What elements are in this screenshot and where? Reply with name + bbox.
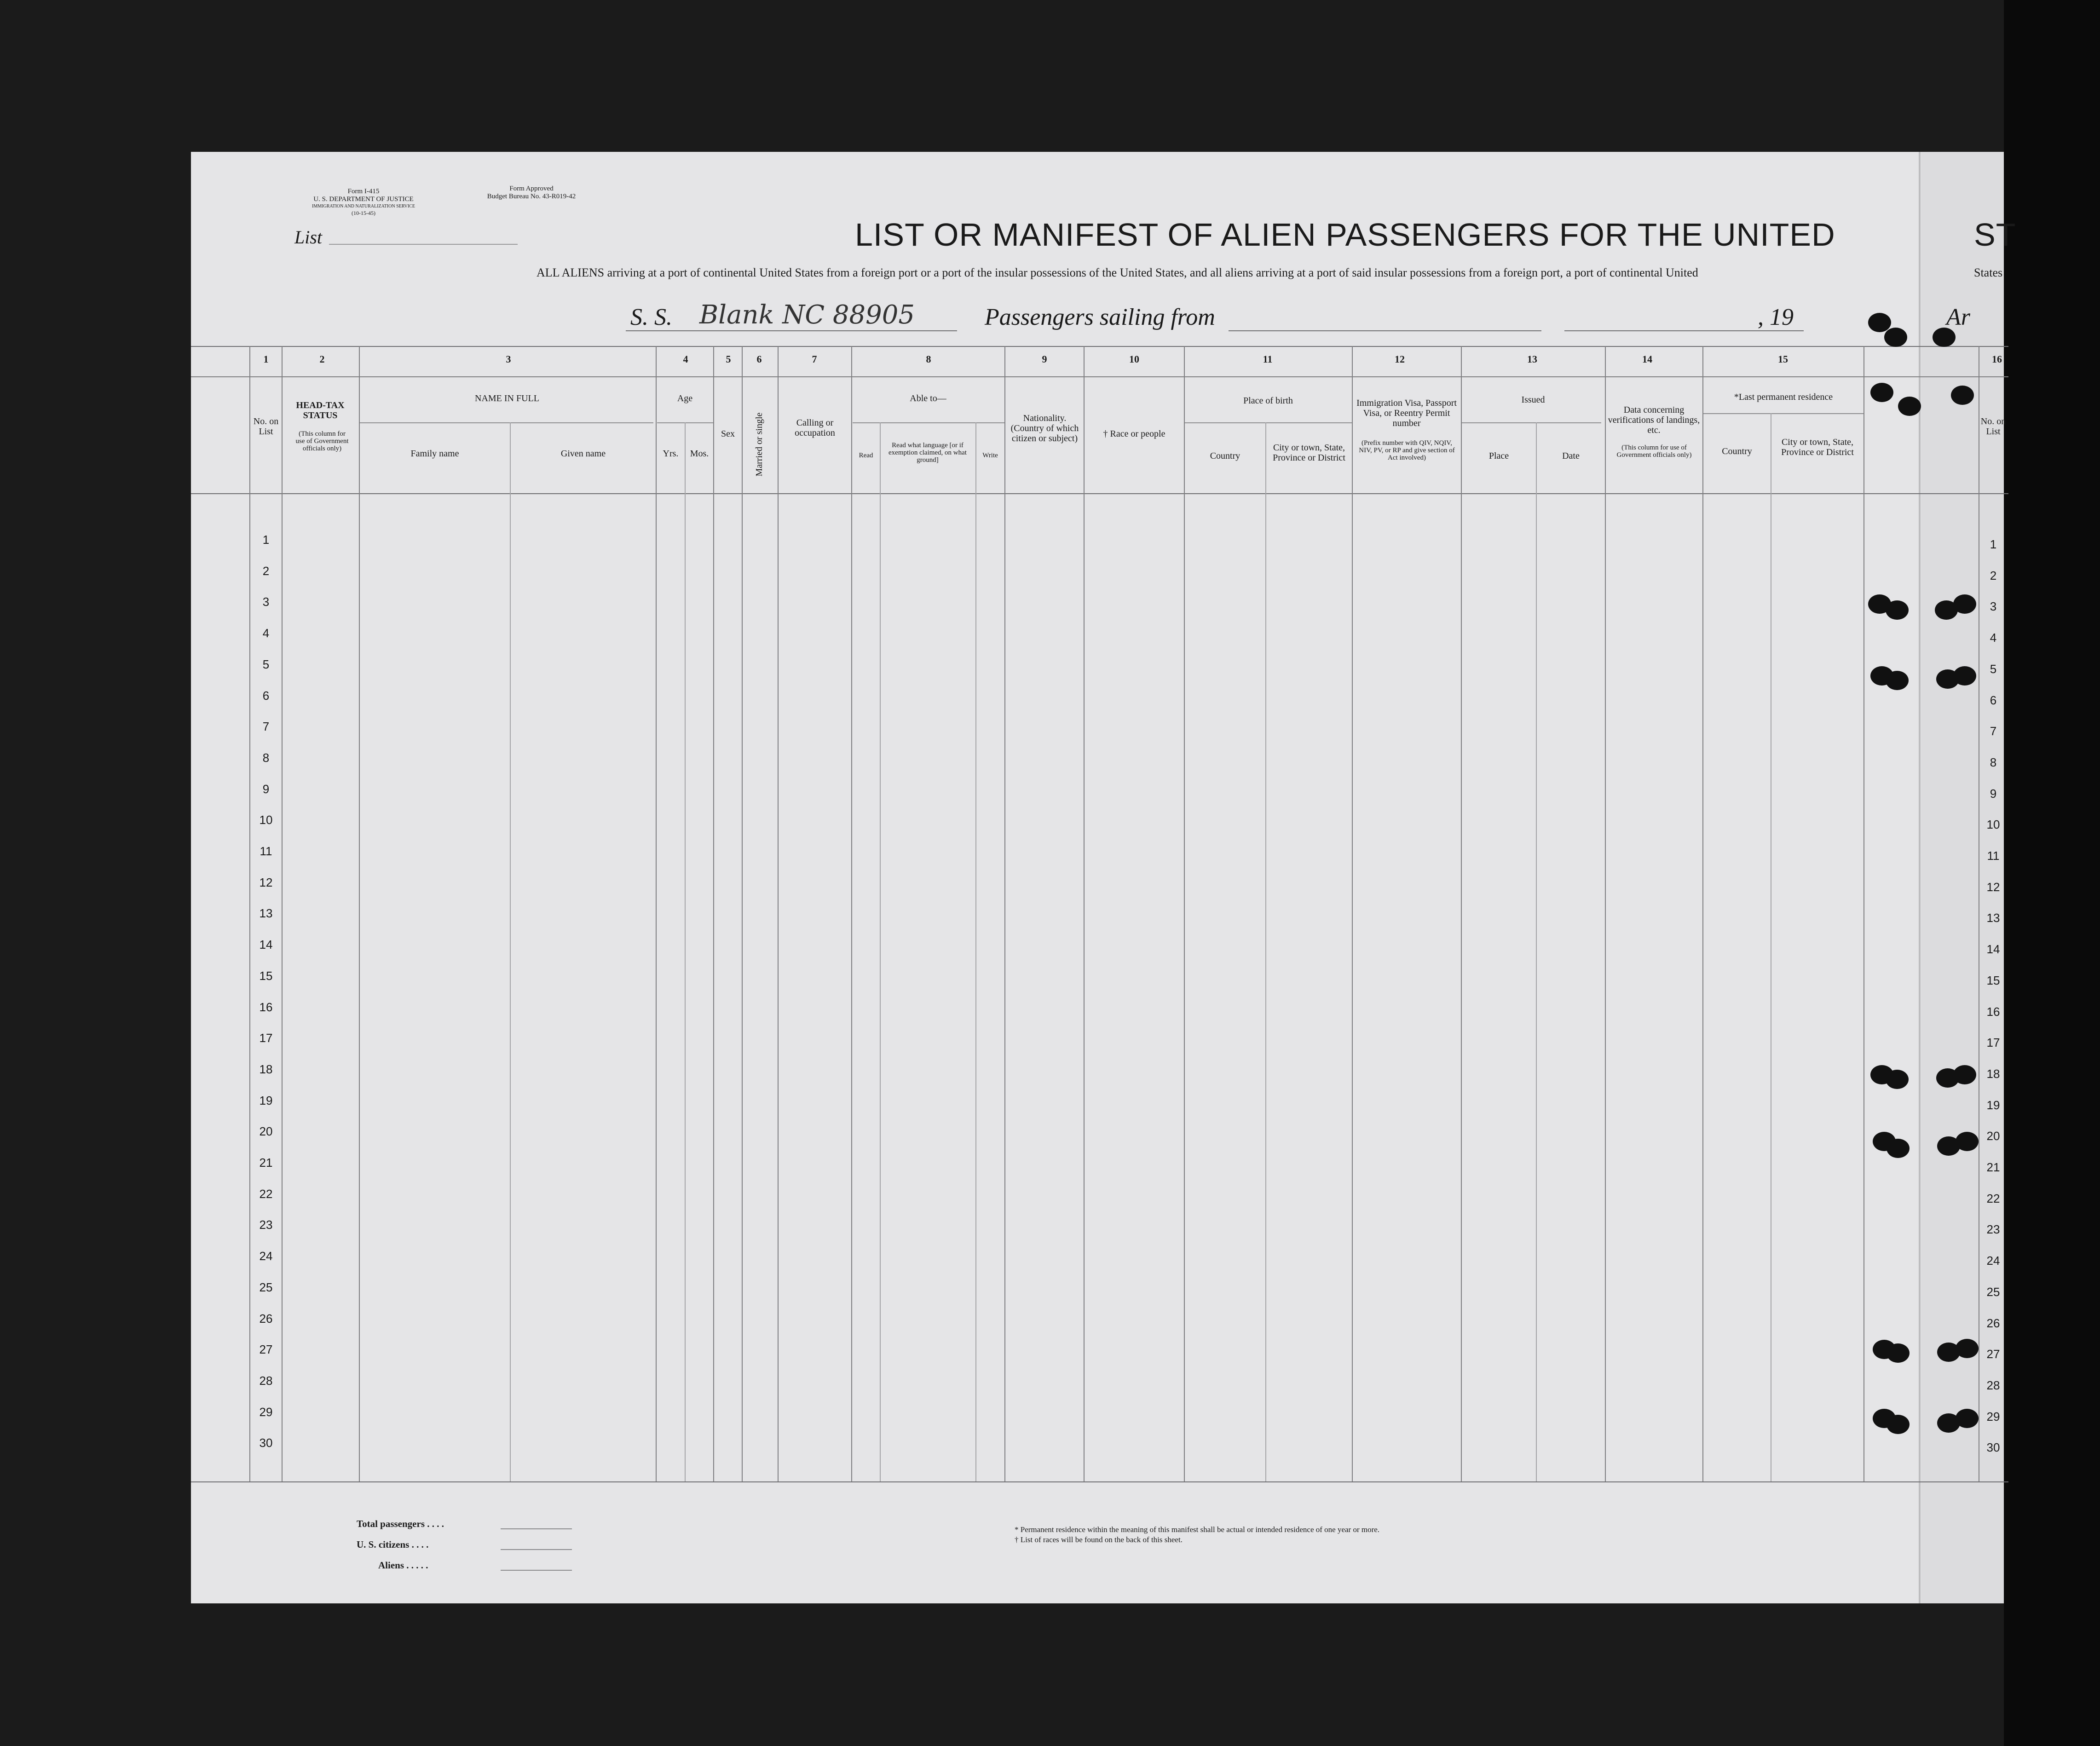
aliens-blank	[501, 1570, 572, 1571]
sailing-from-label: Passengers sailing from	[985, 304, 1215, 330]
row-number-right: 12	[1986, 880, 2000, 894]
row-number-right: 2	[1990, 569, 1997, 582]
manifest-sheet	[191, 152, 2004, 1603]
table-top-rule	[191, 346, 2008, 347]
footnote-races: † List of races will be found on the back of this sheet.	[1015, 1535, 1183, 1544]
header-sex: Sex	[721, 429, 735, 439]
row-number: 6	[262, 689, 270, 703]
header-calling: Calling or occupation	[795, 418, 835, 438]
col-rule	[713, 346, 714, 1481]
header-data-note: (This column for use of Government officials only)	[1616, 444, 1692, 459]
colnum-rule	[191, 376, 2008, 377]
form-approved: Form Approved	[509, 185, 554, 192]
row-number: 11	[260, 844, 272, 858]
column-number: 15	[1778, 353, 1788, 365]
header-age-years: Yrs.	[663, 449, 679, 459]
row-number-right: 22	[1986, 1192, 2000, 1205]
col-rule	[282, 346, 283, 1481]
punch-hole	[1956, 1132, 1979, 1151]
col-rule	[975, 422, 976, 1481]
row-number: 27	[259, 1343, 273, 1356]
header-residence-country: Country	[1722, 446, 1752, 456]
punch-hole	[1887, 1343, 1910, 1363]
column-number: 8	[926, 353, 931, 365]
row-number: 18	[259, 1062, 273, 1076]
column-number: 9	[1042, 353, 1047, 365]
column-number: 3	[506, 353, 511, 365]
row-number: 23	[259, 1218, 273, 1232]
row-number-right: 21	[1986, 1160, 2000, 1174]
row-number-right: 25	[1986, 1285, 2000, 1299]
able-subrule	[853, 422, 1004, 423]
row-number: 5	[262, 657, 270, 671]
issued-subrule	[1461, 422, 1601, 423]
sailing-port-blank	[1229, 330, 1541, 331]
row-number-right: 27	[1986, 1347, 2000, 1361]
list-label: List	[294, 227, 323, 248]
row-number: 12	[259, 876, 273, 889]
col-rule	[1184, 346, 1185, 1481]
row-number-right: 30	[1986, 1441, 2000, 1454]
col-rule	[249, 346, 250, 1481]
column-number: 16	[1992, 353, 2002, 365]
header-race: † Race or people	[1103, 429, 1165, 439]
total-passengers-blank	[501, 1528, 572, 1529]
col-rule	[1004, 346, 1005, 1481]
page-title-continued: ST	[1974, 217, 2016, 253]
column-number: 10	[1129, 353, 1139, 365]
form-number: Form I-415	[347, 188, 380, 195]
header-issued: Issued	[1521, 395, 1545, 405]
punch-hole	[1886, 1070, 1909, 1089]
header-married-single: Married or single	[754, 412, 764, 477]
total-passengers-label: Total passengers . . . .	[357, 1518, 444, 1529]
row-number: 21	[259, 1156, 273, 1170]
col-rule	[778, 346, 779, 1481]
row-number-right: 7	[1990, 724, 1997, 738]
footnote-residence: * Permanent residence within the meaning of this manifest shall be actual or intended residence of one year or more.	[1015, 1525, 1380, 1534]
row-number-right: 24	[1986, 1254, 2000, 1268]
header-residence-city: City or town, State, Province or District	[1781, 437, 1854, 457]
header-issued-date: Date	[1562, 451, 1580, 461]
col-rule	[1863, 346, 1864, 1481]
column-number: 14	[1642, 353, 1652, 365]
punch-hole	[1953, 594, 1976, 614]
header-able-to: Able to—	[910, 393, 946, 403]
header-no-on-list: No. on List	[253, 416, 279, 437]
header-read-language: Read what language [or if exemption claimed, on what ground]	[888, 442, 967, 464]
header-age: Age	[677, 393, 693, 403]
ship-name-blank	[626, 330, 957, 331]
punch-hole	[1953, 1065, 1976, 1084]
column-number: 2	[319, 353, 325, 365]
row-number: 17	[259, 1031, 273, 1045]
row-number: 9	[262, 782, 270, 796]
page-subtitle-continued: States	[1974, 266, 2003, 279]
row-number-right: 28	[1986, 1378, 2000, 1392]
header-issued-place: Place	[1488, 451, 1509, 461]
punch-hole	[1956, 1409, 1979, 1428]
header-head-tax-note: (This column for use of Government officials only)	[295, 430, 349, 452]
header-head-tax: HEAD-TAX STATUS	[296, 400, 345, 421]
header-age-months: Mos.	[690, 449, 709, 459]
col-rule	[880, 422, 881, 1481]
col-rule	[685, 422, 686, 1481]
header-last-residence: *Last permanent residence	[1734, 392, 1833, 402]
punch-hole	[1956, 1339, 1979, 1358]
arriving-label: Ar	[1946, 304, 1970, 330]
row-number-right: 15	[1986, 974, 2000, 987]
row-number-right: 11	[1987, 849, 2000, 863]
col-rule	[1605, 346, 1606, 1481]
form-edition: (10-15-45)	[352, 210, 375, 216]
header-read: Read	[859, 452, 873, 459]
col-rule	[1702, 346, 1703, 1481]
page-subtitle: ALL ALIENS arriving at a port of continental United States from a foreign port or a port of the insular possessions of the United States, and all aliens arriving at a port of said insular possessions from a foreign port, a port of continental United	[537, 266, 1698, 279]
col-rule	[1265, 422, 1266, 1481]
row-number: 13	[259, 906, 273, 920]
punch-hole	[1870, 383, 1893, 402]
column-number: 1	[263, 353, 269, 365]
punch-hole	[1886, 671, 1909, 690]
row-number-right: 29	[1986, 1410, 2000, 1423]
row-number-right: 18	[1986, 1067, 2000, 1081]
row-number-right: 10	[1986, 818, 2000, 831]
row-number: 1	[262, 533, 270, 547]
row-number: 26	[259, 1312, 273, 1325]
birth-subrule	[1184, 422, 1352, 423]
col-rule	[1461, 346, 1462, 1481]
col-rule	[359, 346, 360, 1481]
row-number: 22	[259, 1187, 273, 1201]
header-birth-country: Country	[1210, 451, 1240, 461]
col-rule	[656, 346, 657, 1481]
row-number-right: 20	[1986, 1129, 2000, 1143]
row-number-right: 16	[1986, 1005, 2000, 1019]
us-citizens-label: U. S. citizens . . . .	[357, 1539, 429, 1550]
header-bottom-rule	[191, 493, 2008, 494]
header-family-name: Family name	[410, 449, 459, 459]
row-number: 19	[259, 1094, 273, 1107]
row-number: 29	[259, 1405, 273, 1419]
row-number-right: 5	[1990, 662, 1997, 676]
row-number: 3	[262, 595, 270, 609]
page-title: LIST OR MANIFEST OF ALIEN PASSENGERS FOR THE UNITED	[855, 217, 1835, 253]
row-number: 4	[262, 626, 270, 640]
sheet-fold-line	[1919, 152, 1921, 1603]
row-number: 2	[262, 564, 270, 578]
punch-hole	[1884, 328, 1907, 347]
row-number: 7	[262, 720, 270, 733]
table-bottom-rule	[191, 1481, 2008, 1482]
scan-border	[2004, 0, 2100, 1746]
row-number: 20	[259, 1124, 273, 1138]
row-number-right: 4	[1990, 631, 1997, 645]
punch-hole	[1933, 328, 1956, 347]
row-number: 24	[259, 1249, 273, 1263]
row-number-right: 13	[1986, 911, 2000, 925]
header-nationality: Nationality. (Country of which citizen or subject)	[1010, 413, 1079, 444]
punch-hole	[1951, 386, 1974, 405]
column-number: 4	[683, 353, 688, 365]
row-number: 14	[259, 938, 273, 951]
col-rule	[742, 346, 743, 1481]
service-name: IMMIGRATION AND NATURALIZATION SERVICE	[312, 204, 415, 209]
department-name: U. S. DEPARTMENT OF JUSTICE	[313, 196, 414, 203]
row-number-right: 14	[1986, 942, 2000, 956]
row-number: 16	[259, 1000, 273, 1014]
header-no-on-list-right: No. on List	[1980, 416, 2006, 437]
row-number: 28	[259, 1374, 273, 1388]
list-blank	[329, 244, 518, 245]
name-subrule	[359, 422, 653, 423]
row-number: 25	[259, 1280, 273, 1294]
column-number: 6	[756, 353, 762, 365]
punch-hole	[1887, 1139, 1910, 1158]
column-number: 13	[1527, 353, 1537, 365]
aliens-label: Aliens . . . . .	[378, 1560, 428, 1571]
row-number: 8	[262, 751, 270, 765]
ship-name-handwritten: Blank NC 88905	[699, 300, 915, 330]
row-number-right: 8	[1990, 755, 1997, 769]
col-rule	[1536, 422, 1537, 1481]
header-visa: Immigration Visa, Passport Visa, or Reentry Permit number	[1356, 398, 1457, 428]
row-number-right: 9	[1990, 787, 1997, 801]
header-visa-note: (Prefix number with QIV, NQIV, NIV, PV, or RP and give section of Act involved)	[1359, 439, 1455, 461]
row-number: 10	[259, 813, 273, 827]
row-number: 15	[259, 969, 273, 983]
col-rule	[851, 346, 852, 1481]
row-number-right: 17	[1986, 1036, 2000, 1049]
budget-bureau: Budget Bureau No. 43-R019-42	[487, 193, 576, 200]
header-data-concerning: Data concerning verifications of landings, etc.	[1608, 405, 1700, 435]
us-citizens-blank	[501, 1549, 572, 1550]
header-write: Write	[982, 452, 998, 459]
punch-hole	[1868, 313, 1891, 332]
punch-hole	[1953, 666, 1976, 686]
row-number-right: 6	[1990, 693, 1997, 707]
year-label: , 19	[1758, 304, 1794, 330]
header-place-of-birth: Place of birth	[1243, 396, 1293, 406]
header-given-name: Given name	[560, 449, 606, 459]
row-number: 30	[259, 1436, 273, 1450]
header-birth-city: City or town, State, Province or District	[1273, 443, 1345, 463]
col-rule	[510, 422, 511, 1481]
punch-hole	[1886, 600, 1909, 620]
column-number: 7	[812, 353, 817, 365]
row-number-right: 1	[1990, 537, 1997, 551]
header-name-in-full: NAME IN FULL	[475, 393, 539, 403]
punch-hole	[1898, 397, 1921, 416]
row-number-right: 26	[1986, 1316, 2000, 1330]
punch-hole	[1887, 1415, 1910, 1434]
row-number-right: 3	[1990, 599, 1997, 613]
column-number: 12	[1395, 353, 1405, 365]
column-number: 11	[1263, 353, 1273, 365]
column-number: 5	[726, 353, 731, 365]
ss-prefix: S. S.	[630, 304, 672, 330]
residence-subrule	[1702, 413, 1863, 414]
col-rule	[1084, 346, 1085, 1481]
col-rule	[1352, 346, 1353, 1481]
row-number-right: 19	[1986, 1098, 2000, 1112]
row-number-right: 23	[1986, 1222, 2000, 1236]
